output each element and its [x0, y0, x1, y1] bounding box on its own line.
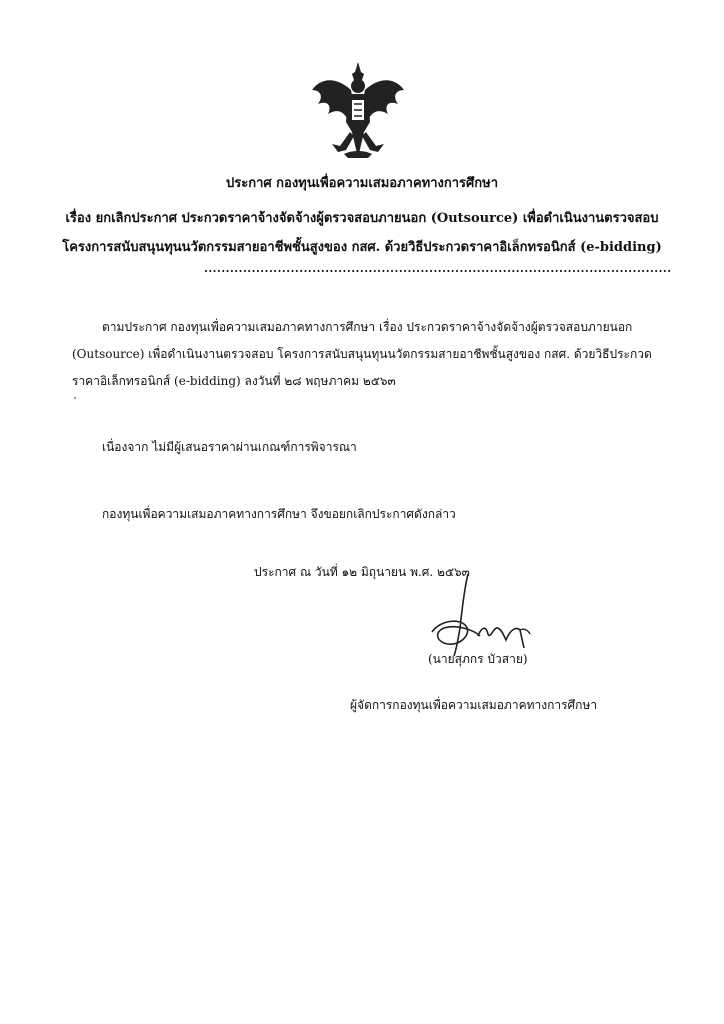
- scan-speck: [74, 397, 76, 399]
- paragraph-2: เนื่องจาก ไม่มีผู้เสนอราคาผ่านเกณฑ์การพิจารณา: [102, 440, 357, 454]
- paragraph-1-line-3: ราคาอิเล็กทรอนิกส์ (e-bidding) ลงวันที่ ๒๘ พฤษภาคม ๒๕๖๓: [72, 374, 396, 388]
- signer-position: ผู้จัดการกองทุนเพื่อความเสมอภาคทางการศึกษา: [350, 698, 598, 712]
- subject-line-1: เรื่อง ยกเลิกประกาศ ประกวดราคาจ้างจัดจ้างผู้ตรวจสอบภายนอก (Outsource) เพื่อดำเนินงานตรวจสอบ: [65, 211, 659, 226]
- announcement-date: ประกาศ ณ วันที่ ๑๒ มิถุนายน พ.ศ. ๒๕๖๓: [254, 565, 470, 579]
- paragraph-3: กองทุนเพื่อความเสมอภาคทางการศึกษา จึงขอยกเลิกประกาศดังกล่าว: [102, 507, 456, 521]
- announcement-title: ประกาศ กองทุนเพื่อความเสมอภาคทางการศึกษา: [225, 176, 499, 191]
- paragraph-1-line-2: (Outsource) เพื่อดำเนินงานตรวจสอบ โครงการสนับสนุนทุนนวัตกรรมสายอาชีพชั้นสูงของ กสศ. ด้วยวิธีประกวด: [72, 347, 652, 361]
- paragraph-1-line-1: ตามประกาศ กองทุนเพื่อความเสมอภาคทางการศึกษา เรื่อง ประกวดราคาจ้างจัดจ้างผู้ตรวจสอบภายนอก: [102, 320, 633, 334]
- garuda-emblem-icon: [308, 60, 408, 160]
- subject-line-2: โครงการสนับสนุนทุนนวัตกรรมสายอาชีพชั้นสูงของ กสศ. ด้วยวิธีประกวดราคาอิเล็กทรอนิกส์ (e-bidding): [62, 240, 662, 255]
- signer-name: (นายสุภกร บัวสาย): [428, 652, 528, 666]
- dotted-separator: ............................................................................................................: [204, 262, 672, 275]
